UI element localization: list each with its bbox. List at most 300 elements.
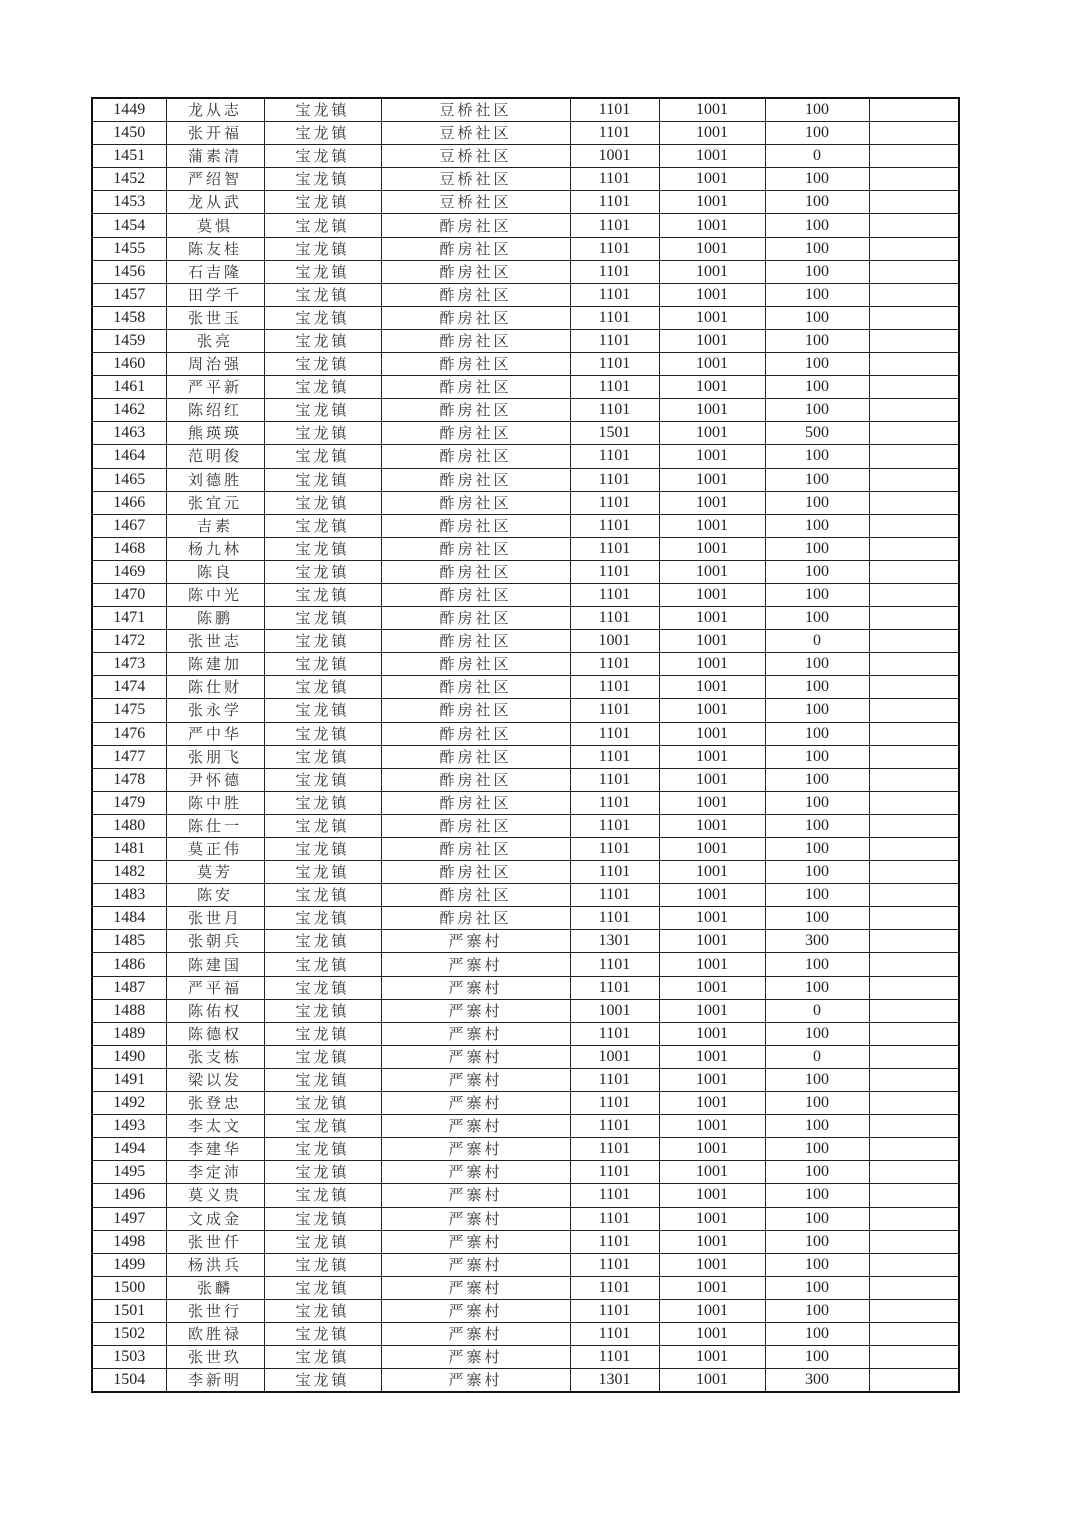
community-cell: 豆桥社区 — [381, 145, 570, 168]
code-a-cell: 1101 — [570, 191, 659, 214]
code-b-cell: 1001 — [659, 306, 765, 329]
row-number-cell: 1458 — [92, 306, 166, 329]
community-cell: 酢房社区 — [381, 468, 570, 491]
amount-cell: 100 — [765, 1322, 869, 1345]
town-cell: 宝龙镇 — [264, 399, 381, 422]
town-cell: 宝龙镇 — [264, 1369, 381, 1393]
code-b-cell: 1001 — [659, 930, 765, 953]
row-number-cell: 1474 — [92, 676, 166, 699]
row-number-cell: 1475 — [92, 699, 166, 722]
remark-cell — [869, 214, 959, 237]
amount-cell: 100 — [765, 1022, 869, 1045]
code-a-cell: 1101 — [570, 953, 659, 976]
code-b-cell: 1001 — [659, 1022, 765, 1045]
code-b-cell: 1001 — [659, 537, 765, 560]
amount-cell: 300 — [765, 1369, 869, 1393]
table-row — [92, 745, 959, 768]
remark-cell — [869, 1230, 959, 1253]
town-cell: 宝龙镇 — [264, 1138, 381, 1161]
table-row — [92, 1115, 959, 1138]
code-b-cell: 1001 — [659, 214, 765, 237]
code-a-cell: 1101 — [570, 907, 659, 930]
amount-cell: 100 — [765, 191, 869, 214]
table-row — [92, 1369, 959, 1393]
code-b-cell: 1001 — [659, 491, 765, 514]
community-cell: 严寨村 — [381, 1299, 570, 1322]
town-cell: 宝龙镇 — [264, 98, 381, 122]
row-number-cell: 1492 — [92, 1092, 166, 1115]
table-row — [92, 1253, 959, 1276]
town-cell: 宝龙镇 — [264, 976, 381, 999]
table-row — [92, 1299, 959, 1322]
remark-cell — [869, 1299, 959, 1322]
town-cell: 宝龙镇 — [264, 237, 381, 260]
community-cell: 严寨村 — [381, 953, 570, 976]
town-cell: 宝龙镇 — [264, 791, 381, 814]
amount-cell: 100 — [765, 861, 869, 884]
remark-cell — [869, 630, 959, 653]
row-number-cell: 1480 — [92, 814, 166, 837]
community-cell: 酢房社区 — [381, 676, 570, 699]
code-b-cell: 1001 — [659, 1161, 765, 1184]
remark-cell — [869, 491, 959, 514]
town-cell: 宝龙镇 — [264, 676, 381, 699]
name-cell: 石吉隆 — [166, 260, 264, 283]
community-cell: 酢房社区 — [381, 445, 570, 468]
code-a-cell: 1001 — [570, 999, 659, 1022]
table-row — [92, 260, 959, 283]
name-cell: 陈友桂 — [166, 237, 264, 260]
code-a-cell: 1101 — [570, 122, 659, 145]
remark-cell — [869, 122, 959, 145]
town-cell: 宝龙镇 — [264, 768, 381, 791]
row-number-cell: 1473 — [92, 653, 166, 676]
town-cell: 宝龙镇 — [264, 583, 381, 606]
row-number-cell: 1477 — [92, 745, 166, 768]
amount-cell: 100 — [765, 1299, 869, 1322]
remark-cell — [869, 930, 959, 953]
table-row — [92, 583, 959, 606]
amount-cell: 100 — [765, 491, 869, 514]
table-row — [92, 422, 959, 445]
community-cell: 严寨村 — [381, 1369, 570, 1393]
table-row — [92, 1230, 959, 1253]
amount-cell: 0 — [765, 1045, 869, 1068]
town-cell: 宝龙镇 — [264, 1276, 381, 1299]
town-cell: 宝龙镇 — [264, 838, 381, 861]
table-row — [92, 491, 959, 514]
row-number-cell: 1493 — [92, 1115, 166, 1138]
remark-cell — [869, 514, 959, 537]
community-cell: 酢房社区 — [381, 907, 570, 930]
name-cell: 杨九林 — [166, 537, 264, 560]
name-cell: 张世行 — [166, 1299, 264, 1322]
row-number-cell: 1503 — [92, 1346, 166, 1369]
name-cell: 张朋飞 — [166, 745, 264, 768]
town-cell: 宝龙镇 — [264, 1184, 381, 1207]
amount-cell: 100 — [765, 1346, 869, 1369]
remark-cell — [869, 329, 959, 352]
remark-cell — [869, 1092, 959, 1115]
name-cell: 张永学 — [166, 699, 264, 722]
amount-cell: 100 — [765, 1161, 869, 1184]
code-b-cell: 1001 — [659, 237, 765, 260]
remark-cell — [869, 1322, 959, 1345]
table-row — [92, 653, 959, 676]
data-table — [91, 97, 960, 1393]
row-number-cell: 1463 — [92, 422, 166, 445]
community-cell: 酢房社区 — [381, 422, 570, 445]
name-cell: 张世月 — [166, 907, 264, 930]
code-b-cell: 1001 — [659, 1346, 765, 1369]
code-b-cell: 1001 — [659, 583, 765, 606]
remark-cell — [869, 1369, 959, 1393]
code-a-cell: 1101 — [570, 491, 659, 514]
town-cell: 宝龙镇 — [264, 122, 381, 145]
code-b-cell: 1001 — [659, 1299, 765, 1322]
code-b-cell: 1001 — [659, 1276, 765, 1299]
amount-cell: 100 — [765, 1068, 869, 1091]
row-number-cell: 1455 — [92, 237, 166, 260]
code-a-cell: 1101 — [570, 838, 659, 861]
amount-cell: 100 — [765, 1230, 869, 1253]
row-number-cell: 1452 — [92, 168, 166, 191]
community-cell: 酢房社区 — [381, 884, 570, 907]
name-cell: 严中华 — [166, 722, 264, 745]
remark-cell — [869, 653, 959, 676]
code-b-cell: 1001 — [659, 722, 765, 745]
code-a-cell: 1101 — [570, 814, 659, 837]
code-b-cell: 1001 — [659, 560, 765, 583]
community-cell: 豆桥社区 — [381, 168, 570, 191]
remark-cell — [869, 1115, 959, 1138]
remark-cell — [869, 168, 959, 191]
remark-cell — [869, 1045, 959, 1068]
town-cell: 宝龙镇 — [264, 1045, 381, 1068]
name-cell: 欧胜禄 — [166, 1322, 264, 1345]
code-a-cell: 1101 — [570, 1161, 659, 1184]
community-cell: 酢房社区 — [381, 630, 570, 653]
row-number-cell: 1494 — [92, 1138, 166, 1161]
amount-cell: 0 — [765, 630, 869, 653]
code-a-cell: 1101 — [570, 1068, 659, 1091]
code-a-cell: 1101 — [570, 791, 659, 814]
town-cell: 宝龙镇 — [264, 1068, 381, 1091]
community-cell: 严寨村 — [381, 1068, 570, 1091]
row-number-cell: 1467 — [92, 514, 166, 537]
code-b-cell: 1001 — [659, 1184, 765, 1207]
name-cell: 陈仕财 — [166, 676, 264, 699]
row-number-cell: 1465 — [92, 468, 166, 491]
town-cell: 宝龙镇 — [264, 884, 381, 907]
code-a-cell: 1101 — [570, 722, 659, 745]
code-b-cell: 1001 — [659, 260, 765, 283]
row-number-cell: 1499 — [92, 1253, 166, 1276]
remark-cell — [869, 191, 959, 214]
row-number-cell: 1476 — [92, 722, 166, 745]
table-row — [92, 999, 959, 1022]
community-cell: 酢房社区 — [381, 699, 570, 722]
code-b-cell: 1001 — [659, 630, 765, 653]
code-b-cell: 1001 — [659, 1138, 765, 1161]
town-cell: 宝龙镇 — [264, 560, 381, 583]
town-cell: 宝龙镇 — [264, 1322, 381, 1345]
name-cell: 龙从志 — [166, 98, 264, 122]
community-cell: 酢房社区 — [381, 583, 570, 606]
row-number-cell: 1478 — [92, 768, 166, 791]
name-cell: 严平福 — [166, 976, 264, 999]
table-row — [92, 953, 959, 976]
code-b-cell: 1001 — [659, 999, 765, 1022]
name-cell: 刘德胜 — [166, 468, 264, 491]
code-a-cell: 1101 — [570, 514, 659, 537]
town-cell: 宝龙镇 — [264, 999, 381, 1022]
remark-cell — [869, 791, 959, 814]
name-cell: 张宜元 — [166, 491, 264, 514]
town-cell: 宝龙镇 — [264, 445, 381, 468]
row-number-cell: 1460 — [92, 353, 166, 376]
name-cell: 张世玖 — [166, 1346, 264, 1369]
row-number-cell: 1498 — [92, 1230, 166, 1253]
table-row — [92, 560, 959, 583]
amount-cell: 100 — [765, 607, 869, 630]
code-a-cell: 1101 — [570, 768, 659, 791]
amount-cell: 100 — [765, 468, 869, 491]
table-row — [92, 1161, 959, 1184]
remark-cell — [869, 768, 959, 791]
remark-cell — [869, 98, 959, 122]
community-cell: 酢房社区 — [381, 237, 570, 260]
code-a-cell: 1101 — [570, 1276, 659, 1299]
code-b-cell: 1001 — [659, 768, 765, 791]
row-number-cell: 1484 — [92, 907, 166, 930]
name-cell: 张世志 — [166, 630, 264, 653]
row-number-cell: 1500 — [92, 1276, 166, 1299]
amount-cell: 100 — [765, 514, 869, 537]
amount-cell: 100 — [765, 1184, 869, 1207]
amount-cell: 100 — [765, 376, 869, 399]
code-b-cell: 1001 — [659, 1322, 765, 1345]
code-b-cell: 1001 — [659, 191, 765, 214]
remark-cell — [869, 884, 959, 907]
code-b-cell: 1001 — [659, 791, 765, 814]
community-cell: 酢房社区 — [381, 791, 570, 814]
code-a-cell: 1101 — [570, 607, 659, 630]
code-a-cell: 1101 — [570, 1299, 659, 1322]
name-cell: 田学千 — [166, 283, 264, 306]
table-row — [92, 1138, 959, 1161]
table-row — [92, 814, 959, 837]
community-cell: 酢房社区 — [381, 283, 570, 306]
code-a-cell: 1301 — [570, 1369, 659, 1393]
amount-cell: 100 — [765, 1253, 869, 1276]
remark-cell — [869, 722, 959, 745]
name-cell: 周治强 — [166, 353, 264, 376]
code-a-cell: 1101 — [570, 861, 659, 884]
name-cell: 李建华 — [166, 1138, 264, 1161]
table-row — [92, 699, 959, 722]
amount-cell: 100 — [765, 283, 869, 306]
code-a-cell: 1101 — [570, 237, 659, 260]
name-cell: 陈中胜 — [166, 791, 264, 814]
row-number-cell: 1490 — [92, 1045, 166, 1068]
community-cell: 豆桥社区 — [381, 122, 570, 145]
name-cell: 李新明 — [166, 1369, 264, 1393]
town-cell: 宝龙镇 — [264, 468, 381, 491]
amount-cell: 500 — [765, 422, 869, 445]
town-cell: 宝龙镇 — [264, 699, 381, 722]
amount-cell: 100 — [765, 445, 869, 468]
remark-cell — [869, 422, 959, 445]
row-number-cell: 1495 — [92, 1161, 166, 1184]
community-cell: 酢房社区 — [381, 214, 570, 237]
table-row — [92, 676, 959, 699]
town-cell: 宝龙镇 — [264, 260, 381, 283]
town-cell: 宝龙镇 — [264, 722, 381, 745]
remark-cell — [869, 838, 959, 861]
remark-cell — [869, 1207, 959, 1230]
code-a-cell: 1001 — [570, 630, 659, 653]
row-number-cell: 1471 — [92, 607, 166, 630]
remark-cell — [869, 560, 959, 583]
name-cell: 莫芳 — [166, 861, 264, 884]
code-b-cell: 1001 — [659, 653, 765, 676]
row-number-cell: 1486 — [92, 953, 166, 976]
table-row — [92, 838, 959, 861]
community-cell: 豆桥社区 — [381, 191, 570, 214]
town-cell: 宝龙镇 — [264, 491, 381, 514]
remark-cell — [869, 237, 959, 260]
code-b-cell: 1001 — [659, 884, 765, 907]
table-row — [92, 1322, 959, 1345]
code-b-cell: 1001 — [659, 1230, 765, 1253]
code-a-cell: 1101 — [570, 1207, 659, 1230]
town-cell: 宝龙镇 — [264, 1022, 381, 1045]
name-cell: 严绍智 — [166, 168, 264, 191]
community-cell: 严寨村 — [381, 1115, 570, 1138]
town-cell: 宝龙镇 — [264, 214, 381, 237]
name-cell: 杨洪兵 — [166, 1253, 264, 1276]
code-a-cell: 1101 — [570, 214, 659, 237]
row-number-cell: 1459 — [92, 329, 166, 352]
community-cell: 酢房社区 — [381, 722, 570, 745]
code-a-cell: 1101 — [570, 676, 659, 699]
amount-cell: 100 — [765, 699, 869, 722]
town-cell: 宝龙镇 — [264, 1230, 381, 1253]
community-cell: 酢房社区 — [381, 745, 570, 768]
community-cell: 酢房社区 — [381, 838, 570, 861]
row-number-cell: 1470 — [92, 583, 166, 606]
table-row — [92, 768, 959, 791]
community-cell: 严寨村 — [381, 1346, 570, 1369]
town-cell: 宝龙镇 — [264, 514, 381, 537]
code-a-cell: 1501 — [570, 422, 659, 445]
code-a-cell: 1101 — [570, 376, 659, 399]
name-cell: 陈德权 — [166, 1022, 264, 1045]
code-b-cell: 1001 — [659, 514, 765, 537]
table-row — [92, 445, 959, 468]
row-number-cell: 1504 — [92, 1369, 166, 1393]
remark-cell — [869, 445, 959, 468]
remark-cell — [869, 376, 959, 399]
name-cell: 张世玉 — [166, 306, 264, 329]
community-cell: 严寨村 — [381, 976, 570, 999]
table-row — [92, 1068, 959, 1091]
remark-cell — [869, 260, 959, 283]
amount-cell: 100 — [765, 122, 869, 145]
row-number-cell: 1462 — [92, 399, 166, 422]
town-cell: 宝龙镇 — [264, 814, 381, 837]
code-b-cell: 1001 — [659, 376, 765, 399]
town-cell: 宝龙镇 — [264, 607, 381, 630]
community-cell: 严寨村 — [381, 1045, 570, 1068]
remark-cell — [869, 953, 959, 976]
town-cell: 宝龙镇 — [264, 191, 381, 214]
remark-cell — [869, 1022, 959, 1045]
amount-cell: 100 — [765, 306, 869, 329]
code-b-cell: 1001 — [659, 145, 765, 168]
table-body — [92, 98, 959, 1392]
code-a-cell: 1101 — [570, 745, 659, 768]
community-cell: 严寨村 — [381, 1276, 570, 1299]
table-row — [92, 861, 959, 884]
table-row — [92, 376, 959, 399]
amount-cell: 100 — [765, 1115, 869, 1138]
row-number-cell: 1461 — [92, 376, 166, 399]
table-row — [92, 1092, 959, 1115]
row-number-cell: 1450 — [92, 122, 166, 145]
remark-cell — [869, 907, 959, 930]
code-a-cell: 1101 — [570, 653, 659, 676]
code-a-cell: 1101 — [570, 976, 659, 999]
code-b-cell: 1001 — [659, 1068, 765, 1091]
code-b-cell: 1001 — [659, 353, 765, 376]
row-number-cell: 1451 — [92, 145, 166, 168]
remark-cell — [869, 468, 959, 491]
code-a-cell: 1101 — [570, 560, 659, 583]
code-a-cell: 1101 — [570, 1230, 659, 1253]
amount-cell: 300 — [765, 930, 869, 953]
code-a-cell: 1101 — [570, 537, 659, 560]
table-row — [92, 122, 959, 145]
name-cell: 陈仕一 — [166, 814, 264, 837]
remark-cell — [869, 1161, 959, 1184]
name-cell: 吉素 — [166, 514, 264, 537]
table-row — [92, 237, 959, 260]
name-cell: 严平新 — [166, 376, 264, 399]
amount-cell: 100 — [765, 98, 869, 122]
code-a-cell: 1001 — [570, 1045, 659, 1068]
name-cell: 陈鹏 — [166, 607, 264, 630]
community-cell: 豆桥社区 — [381, 98, 570, 122]
code-a-cell: 1101 — [570, 1022, 659, 1045]
table-row — [92, 283, 959, 306]
code-a-cell: 1101 — [570, 168, 659, 191]
community-cell: 严寨村 — [381, 999, 570, 1022]
community-cell: 酢房社区 — [381, 768, 570, 791]
code-b-cell: 1001 — [659, 953, 765, 976]
town-cell: 宝龙镇 — [264, 306, 381, 329]
community-cell: 严寨村 — [381, 1184, 570, 1207]
table-row — [92, 98, 959, 122]
town-cell: 宝龙镇 — [264, 745, 381, 768]
row-number-cell: 1464 — [92, 445, 166, 468]
name-cell: 陈中光 — [166, 583, 264, 606]
community-cell: 严寨村 — [381, 1161, 570, 1184]
amount-cell: 0 — [765, 999, 869, 1022]
town-cell: 宝龙镇 — [264, 1115, 381, 1138]
row-number-cell: 1457 — [92, 283, 166, 306]
